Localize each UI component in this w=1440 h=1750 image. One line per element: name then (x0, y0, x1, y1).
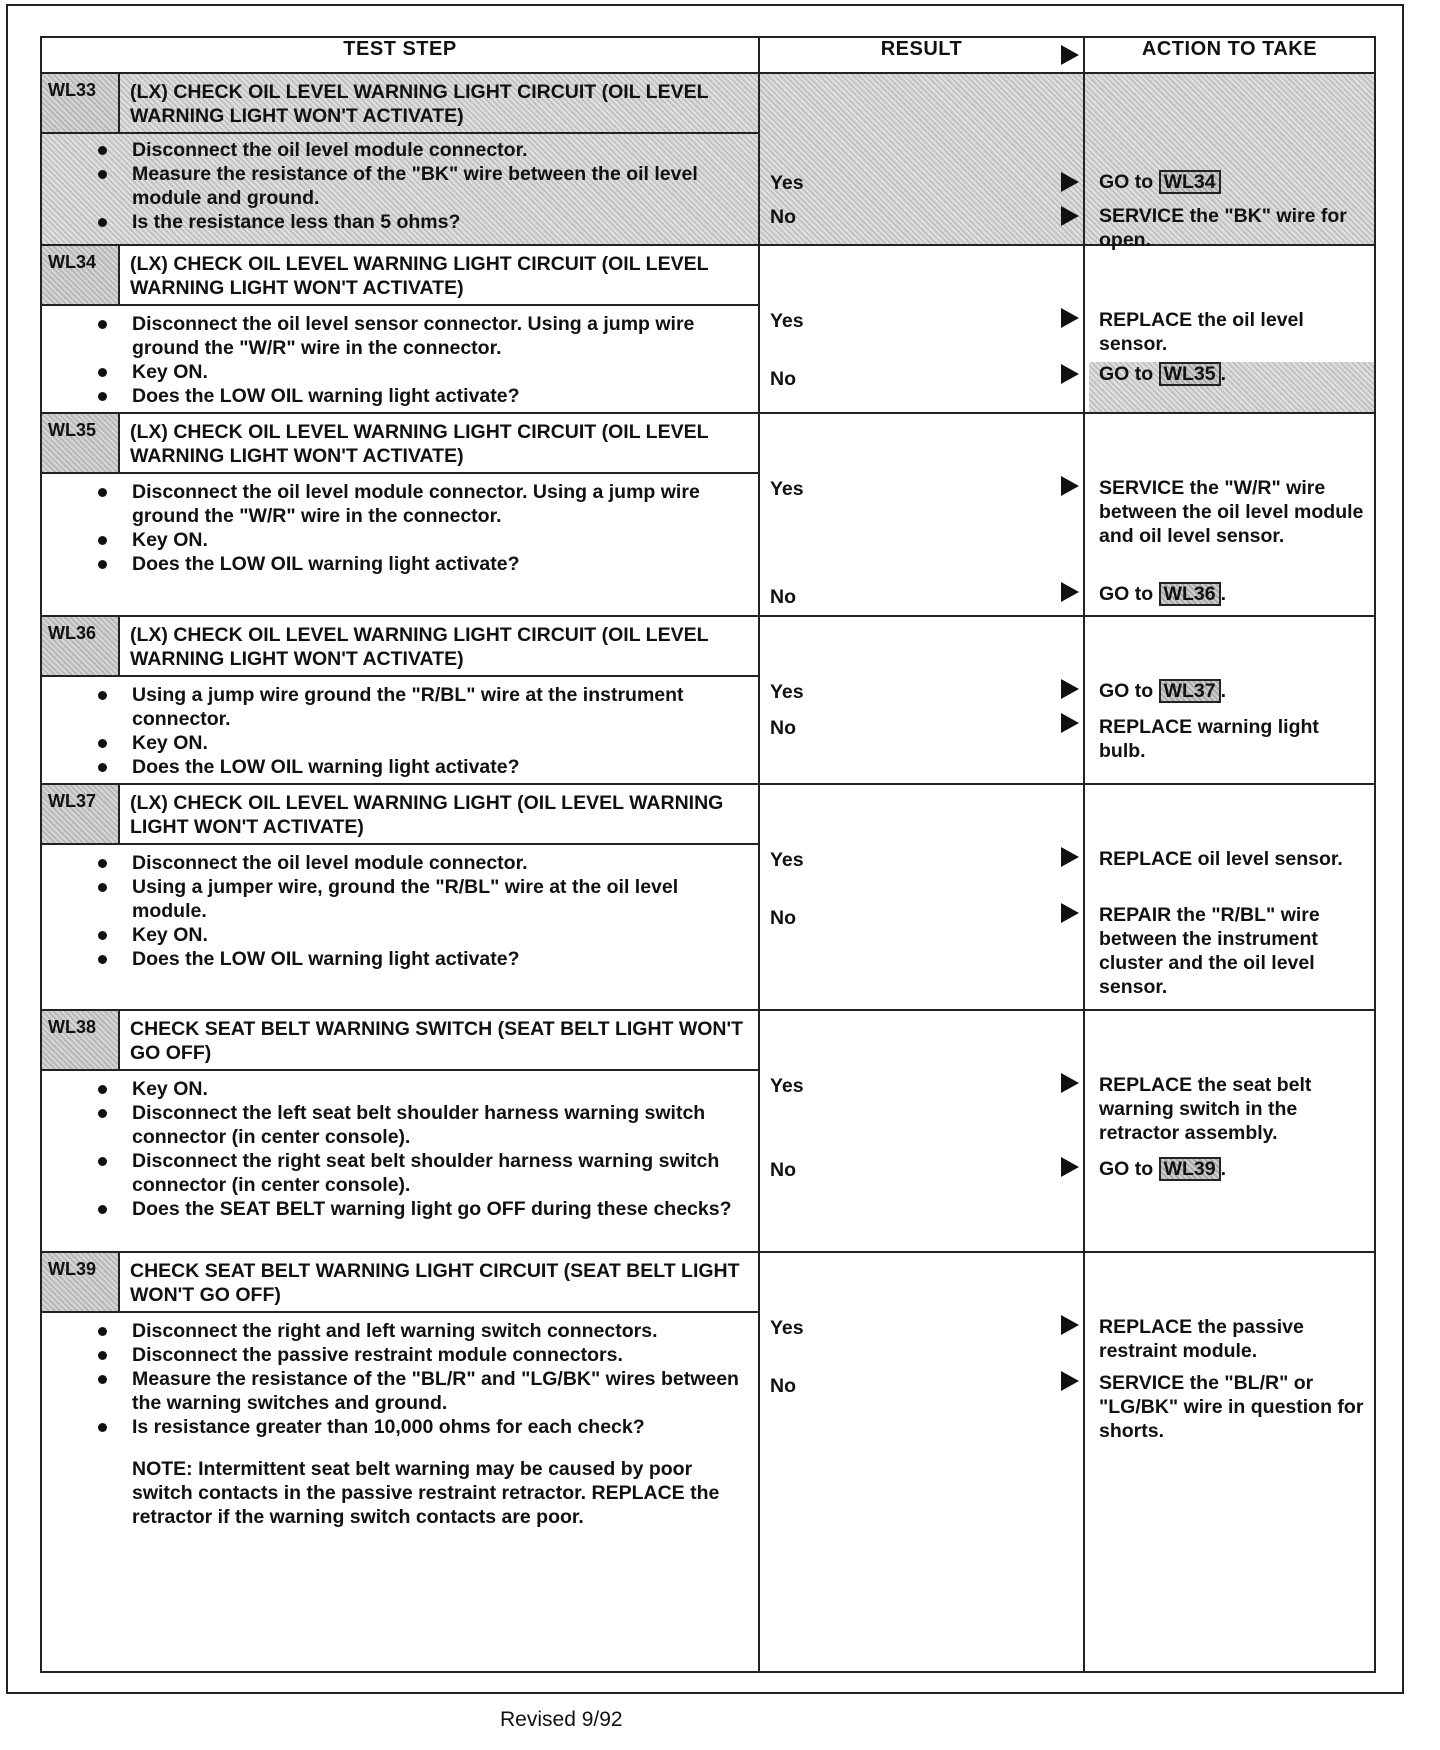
action-text: REPLACE the seat belt warning switch in the retractor assembly. (1099, 1074, 1312, 1144)
result-yes: Yes (770, 310, 804, 332)
step-bullet: Key ON. (132, 923, 750, 947)
step-bullet: Does the LOW OIL warning light activate? (132, 384, 750, 408)
step-code: WL36 (42, 617, 120, 675)
result-no: No (770, 907, 796, 929)
step-bullet: Does the LOW OIL warning light activate? (132, 947, 750, 971)
step-reference[interactable]: WL34 (1159, 170, 1221, 194)
arrow-right-icon (1061, 476, 1079, 496)
action-cell (1084, 73, 1375, 251)
action-text: SERVICE the "BK" wire for open. (1099, 205, 1347, 251)
arrow-right-icon (1061, 1315, 1079, 1335)
result-yes: Yes (770, 681, 804, 703)
arrow-right-icon (1061, 582, 1079, 602)
action-cell (1084, 245, 1375, 413)
arrow-right-icon (1061, 364, 1079, 384)
step-reference[interactable]: WL39 (1159, 1157, 1221, 1181)
step-title-row (42, 785, 758, 845)
step-cell (41, 73, 759, 245)
result-yes: Yes (770, 478, 804, 500)
header-result-label: RESULT (880, 38, 963, 60)
step-cell (41, 413, 759, 616)
action-cell (1084, 616, 1375, 784)
result-no: No (770, 368, 796, 390)
step-title: (LX) CHECK OIL LEVEL WARNING LIGHT CIRCUIT (OIL LEVEL WARNING LIGHT WON'T ACTIVATE) (130, 421, 709, 467)
table-row (41, 1252, 1375, 1672)
step-bullet: Using a jump wire ground the "R/BL" wire at the instrument connector. (132, 683, 750, 731)
revision-footer: Revised 9/92 (500, 1708, 623, 1731)
step-bullet: Disconnect the oil level module connector. Using a jump wire ground the "W/R" wire in the connector. (132, 480, 750, 528)
header-result (759, 37, 1084, 73)
step-title: (LX) CHECK OIL LEVEL WARNING LIGHT CIRCUIT (OIL LEVEL WARNING LIGHT WON'T ACTIVATE) (130, 624, 709, 670)
result-yes: Yes (770, 1075, 804, 1097)
arrow-right-icon (1061, 308, 1079, 328)
arrow-right-icon (1061, 172, 1079, 192)
table-row (41, 413, 1375, 616)
result-yes: Yes (770, 849, 804, 871)
action-text: REPLACE the oil level sensor. (1099, 309, 1304, 355)
step-title: (LX) CHECK OIL LEVEL WARNING LIGHT CIRCUIT (OIL LEVEL WARNING LIGHT WON'T ACTIVATE) (130, 81, 709, 127)
action-text: REPLACE warning light bulb. (1099, 716, 1319, 762)
step-cell (41, 245, 759, 413)
step-title-row (42, 617, 758, 677)
table-row (41, 245, 1375, 413)
step-bullet: Disconnect the oil level sensor connector. Using a jump wire ground the "W/R" wire in the connector. (132, 312, 750, 360)
result-cell (759, 784, 1084, 1010)
step-code: WL38 (42, 1011, 120, 1069)
table-row (41, 73, 1375, 245)
action-text: GO to WL39 . (1099, 1158, 1227, 1180)
step-reference[interactable]: WL37 (1159, 679, 1221, 703)
step-bullet: Disconnect the right seat belt shoulder harness warning switch connector (in center console). (132, 1149, 750, 1197)
table-header (41, 37, 1375, 73)
step-title-row (42, 414, 758, 474)
step-cell (41, 616, 759, 784)
step-bullet: Measure the resistance of the "BK" wire between the oil level module and ground. (132, 162, 750, 210)
arrow-right-icon (1061, 847, 1079, 867)
table-row (41, 1010, 1375, 1252)
result-no: No (770, 206, 796, 228)
step-reference[interactable]: WL36 (1159, 582, 1221, 606)
step-bullet: Measure the resistance of the "BL/R" and "LG/BK" wires between the warning switches and ground. (132, 1367, 750, 1415)
step-title-row (42, 246, 758, 306)
result-cell (759, 1010, 1084, 1252)
result-cell (759, 245, 1084, 413)
step-bullet: Does the LOW OIL warning light activate? (132, 755, 750, 779)
action-text: REPLACE oil level sensor. (1099, 848, 1343, 870)
table-row (41, 616, 1375, 784)
arrow-right-icon (1061, 206, 1079, 226)
action-cell (1084, 1010, 1375, 1252)
step-code: WL33 (42, 74, 120, 132)
step-note: NOTE: Intermittent seat belt warning may be caused by poor switch contacts in the passive restraint retractor. REPLACE the retractor if the warning switch contacts are poor. (132, 1458, 720, 1528)
arrow-right-icon (1061, 45, 1079, 65)
step-title-row (42, 1253, 758, 1313)
action-text: GO to WL36 . (1099, 583, 1227, 605)
step-code: WL37 (42, 785, 120, 843)
step-cell (41, 784, 759, 1010)
step-code: WL34 (42, 246, 120, 304)
result-cell (759, 1252, 1084, 1672)
step-bullet: Key ON. (132, 1077, 750, 1101)
step-reference[interactable]: WL35 (1159, 362, 1221, 386)
table-row (41, 784, 1375, 1010)
step-bullet: Disconnect the left seat belt shoulder harness warning switch connector (in center console). (132, 1101, 750, 1149)
result-no: No (770, 586, 796, 608)
action-text: SERVICE the "W/R" wire between the oil level module and oil level sensor. (1099, 477, 1364, 547)
step-body (42, 134, 758, 244)
result-cell (759, 413, 1084, 616)
step-title: (LX) CHECK OIL LEVEL WARNING LIGHT (OIL LEVEL WARNING LIGHT WON'T ACTIVATE) (130, 792, 724, 838)
action-text: REPAIR the "R/BL" wire between the instrument cluster and the oil level sensor. (1099, 904, 1320, 998)
result-no: No (770, 1159, 796, 1181)
step-title: CHECK SEAT BELT WARNING LIGHT CIRCUIT (SEAT BELT LIGHT WON'T GO OFF) (130, 1260, 740, 1306)
arrow-right-icon (1061, 903, 1079, 923)
result-cell (759, 616, 1084, 784)
step-bullet: Does the LOW OIL warning light activate? (132, 552, 750, 576)
step-title-row (42, 74, 758, 134)
step-bullet: Using a jumper wire, ground the "R/BL" wire at the oil level module. (132, 875, 750, 923)
step-bullet: Disconnect the oil level module connector. (132, 851, 750, 875)
arrow-right-icon (1061, 1157, 1079, 1177)
step-bullet: Disconnect the oil level module connector. (132, 138, 750, 162)
result-yes: Yes (770, 172, 804, 194)
action-cell (1084, 1252, 1375, 1672)
action-text: GO to WL34 (1099, 170, 1370, 194)
action-text: REPLACE the passive restraint module. (1099, 1316, 1304, 1362)
step-bullet: Key ON. (132, 528, 750, 552)
step-code: WL35 (42, 414, 120, 472)
step-code: WL39 (42, 1253, 120, 1311)
arrow-right-icon (1061, 713, 1079, 733)
step-bullet: Disconnect the right and left warning switch connectors. (132, 1319, 750, 1343)
diagnostic-table (40, 36, 1376, 1673)
arrow-right-icon (1061, 1371, 1079, 1391)
step-bullet: Is resistance greater than 10,000 ohms for each check? (132, 1415, 750, 1439)
action-text: SERVICE the "BL/R" or "LG/BK" wire in question for shorts. (1099, 1372, 1364, 1442)
step-bullet: Disconnect the passive restraint module connectors. (132, 1343, 750, 1367)
action-text: GO to WL37 . (1099, 680, 1227, 702)
step-title: (LX) CHECK OIL LEVEL WARNING LIGHT CIRCUIT (OIL LEVEL WARNING LIGHT WON'T ACTIVATE) (130, 253, 709, 299)
result-yes: Yes (770, 1317, 804, 1339)
action-text: GO to WL35 . (1089, 362, 1374, 412)
step-cell (41, 1252, 759, 1672)
result-no: No (770, 1375, 796, 1397)
result-no: No (770, 717, 796, 739)
action-cell (1084, 784, 1375, 1010)
step-bullet: Does the SEAT BELT warning light go OFF during these checks? (132, 1197, 750, 1221)
step-bullet: Key ON. (132, 731, 750, 755)
result-cell (759, 73, 1084, 245)
header-test-step: TEST STEP (41, 37, 759, 73)
step-title-row (42, 1011, 758, 1071)
step-bullet: Key ON. (132, 360, 750, 384)
action-cell (1084, 413, 1375, 616)
step-title: CHECK SEAT BELT WARNING SWITCH (SEAT BELT LIGHT WON'T GO OFF) (130, 1018, 744, 1064)
arrow-right-icon (1061, 679, 1079, 699)
arrow-right-icon (1061, 1073, 1079, 1093)
step-cell (41, 1010, 759, 1252)
step-bullet: Is the resistance less than 5 ohms? (132, 210, 750, 234)
header-action: ACTION TO TAKE (1084, 37, 1375, 73)
